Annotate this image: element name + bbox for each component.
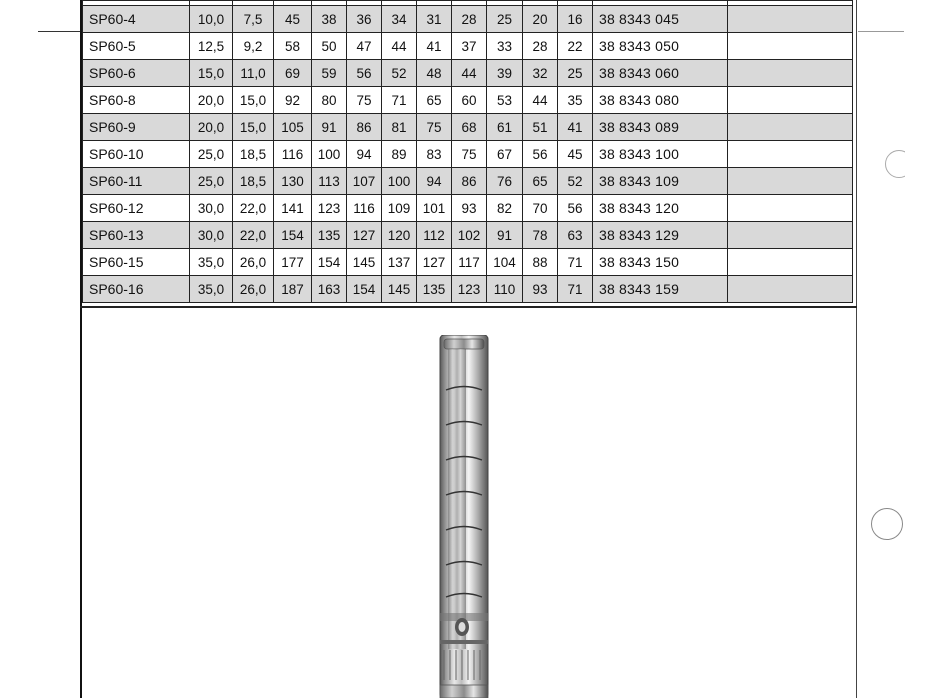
power-p2-cell: 26,0: [233, 249, 274, 276]
head-value-cell: 145: [347, 249, 382, 276]
power-p1-cell: 25,0: [190, 168, 233, 195]
head-value-cell: 163: [312, 276, 347, 303]
empty-cell: [728, 60, 853, 87]
model-cell: SP60-11: [83, 168, 190, 195]
head-value-cell: 56: [523, 141, 558, 168]
head-value-cell: 123: [312, 195, 347, 222]
head-value-cell: 71: [558, 276, 593, 303]
head-value-cell: 41: [558, 114, 593, 141]
power-p1-cell: 35,0: [190, 249, 233, 276]
head-value-cell: 31: [417, 6, 452, 33]
head-value-cell: 56: [347, 60, 382, 87]
head-value-cell: 92: [274, 87, 312, 114]
head-value-cell: 127: [347, 222, 382, 249]
head-value-cell: 82: [487, 195, 523, 222]
head-value-cell: 76: [487, 168, 523, 195]
head-value-cell: 48: [417, 60, 452, 87]
power-p1-cell: 10,0: [190, 6, 233, 33]
punch-hole-bottom: [871, 508, 903, 540]
product-number-cell: 38 8343 100: [593, 141, 728, 168]
empty-cell: [728, 276, 853, 303]
head-value-cell: 44: [382, 33, 417, 60]
table-row: [83, 87, 853, 114]
head-value-cell: 100: [312, 141, 347, 168]
head-value-cell: 113: [312, 168, 347, 195]
head-value-cell: 44: [523, 87, 558, 114]
table-row: [83, 222, 853, 249]
head-value-cell: 61: [487, 114, 523, 141]
empty-cell: [728, 114, 853, 141]
head-value-cell: 75: [417, 114, 452, 141]
head-value-cell: 25: [558, 60, 593, 87]
product-number-cell: 38 8343 120: [593, 195, 728, 222]
page-rule-left: [38, 31, 80, 32]
head-value-cell: 47: [347, 33, 382, 60]
power-p1-cell: 25,0: [190, 141, 233, 168]
head-value-cell: 45: [558, 141, 593, 168]
empty-cell: [728, 141, 853, 168]
head-value-cell: 94: [347, 141, 382, 168]
head-value-cell: 69: [274, 60, 312, 87]
head-value-cell: 60: [452, 87, 487, 114]
power-p2-cell: 18,5: [233, 141, 274, 168]
head-value-cell: 68: [452, 114, 487, 141]
model-cell: SP60-8: [83, 87, 190, 114]
head-value-cell: 34: [382, 6, 417, 33]
product-number-cell: 38 8343 045: [593, 6, 728, 33]
product-number-cell: 38 8343 060: [593, 60, 728, 87]
head-value-cell: 59: [312, 60, 347, 87]
model-cell: SP60-13: [83, 222, 190, 249]
power-p1-cell: 15,0: [190, 60, 233, 87]
head-value-cell: 67: [487, 141, 523, 168]
head-value-cell: 89: [382, 141, 417, 168]
head-value-cell: 154: [347, 276, 382, 303]
head-value-cell: 50: [312, 33, 347, 60]
head-value-cell: 65: [417, 87, 452, 114]
head-value-cell: 107: [347, 168, 382, 195]
table-row: [83, 249, 853, 276]
head-value-cell: 101: [417, 195, 452, 222]
head-value-cell: 22: [558, 33, 593, 60]
table-row: [83, 276, 853, 303]
head-value-cell: 91: [487, 222, 523, 249]
empty-cell: [728, 33, 853, 60]
head-value-cell: 39: [487, 60, 523, 87]
model-cell: SP60-6: [83, 60, 190, 87]
head-value-cell: 36: [347, 6, 382, 33]
power-p2-cell: 7,5: [233, 6, 274, 33]
power-p2-cell: 18,5: [233, 168, 274, 195]
submersible-pump-photo: [436, 335, 492, 698]
head-value-cell: 80: [312, 87, 347, 114]
head-value-cell: 28: [452, 6, 487, 33]
power-p1-cell: 12,5: [190, 33, 233, 60]
table-row: [83, 141, 853, 168]
power-p2-cell: 15,0: [233, 87, 274, 114]
power-p2-cell: 15,0: [233, 114, 274, 141]
head-value-cell: 58: [274, 33, 312, 60]
head-value-cell: 83: [417, 141, 452, 168]
product-number-cell: 38 8343 150: [593, 249, 728, 276]
spec-table-body: [83, 1, 853, 303]
model-cell: SP60-4: [83, 6, 190, 33]
head-value-cell: 70: [523, 195, 558, 222]
table-row: [83, 6, 853, 33]
page-edge: [905, 500, 930, 540]
head-value-cell: 75: [347, 87, 382, 114]
head-value-cell: 154: [312, 249, 347, 276]
head-value-cell: 116: [274, 141, 312, 168]
empty-cell: [728, 249, 853, 276]
power-p1-cell: 35,0: [190, 276, 233, 303]
head-value-cell: 78: [523, 222, 558, 249]
head-value-cell: 187: [274, 276, 312, 303]
head-value-cell: 93: [452, 195, 487, 222]
table-row: [83, 114, 853, 141]
model-cell: SP60-15: [83, 249, 190, 276]
table-row: [83, 33, 853, 60]
product-number-cell: 38 8343 129: [593, 222, 728, 249]
page-rule-right: [858, 31, 904, 32]
head-value-cell: 145: [382, 276, 417, 303]
model-cell: SP60-5: [83, 33, 190, 60]
head-value-cell: 51: [523, 114, 558, 141]
head-value-cell: 116: [347, 195, 382, 222]
head-value-cell: 52: [382, 60, 417, 87]
head-value-cell: 110: [487, 276, 523, 303]
head-value-cell: 53: [487, 87, 523, 114]
head-value-cell: 91: [312, 114, 347, 141]
head-value-cell: 117: [452, 249, 487, 276]
head-value-cell: 141: [274, 195, 312, 222]
product-number-cell: 38 8343 109: [593, 168, 728, 195]
head-value-cell: 25: [487, 6, 523, 33]
head-value-cell: 177: [274, 249, 312, 276]
model-cell: SP60-9: [83, 114, 190, 141]
model-cell: SP60-16: [83, 276, 190, 303]
table-row: [83, 195, 853, 222]
power-p2-cell: 22,0: [233, 195, 274, 222]
head-value-cell: 52: [558, 168, 593, 195]
head-value-cell: 127: [417, 249, 452, 276]
product-number-cell: 38 8343 159: [593, 276, 728, 303]
head-value-cell: 105: [274, 114, 312, 141]
power-p2-cell: 26,0: [233, 276, 274, 303]
head-value-cell: 63: [558, 222, 593, 249]
power-p2-cell: 11,0: [233, 60, 274, 87]
head-value-cell: 37: [452, 33, 487, 60]
head-value-cell: 104: [487, 249, 523, 276]
head-value-cell: 33: [487, 33, 523, 60]
head-value-cell: 93: [523, 276, 558, 303]
head-value-cell: 81: [382, 114, 417, 141]
head-value-cell: 109: [382, 195, 417, 222]
pump-spec-table: [82, 0, 853, 303]
power-p2-cell: 22,0: [233, 222, 274, 249]
table-row: [83, 168, 853, 195]
head-value-cell: 32: [523, 60, 558, 87]
head-value-cell: 135: [417, 276, 452, 303]
head-value-cell: 112: [417, 222, 452, 249]
head-value-cell: 44: [452, 60, 487, 87]
head-value-cell: 135: [312, 222, 347, 249]
power-p1-cell: 20,0: [190, 114, 233, 141]
head-value-cell: 86: [452, 168, 487, 195]
head-value-cell: 16: [558, 6, 593, 33]
table-bottom-rule: [80, 306, 857, 308]
power-p1-cell: 30,0: [190, 222, 233, 249]
head-value-cell: 154: [274, 222, 312, 249]
model-cell: SP60-10: [83, 141, 190, 168]
empty-cell: [728, 87, 853, 114]
head-value-cell: 45: [274, 6, 312, 33]
head-value-cell: 137: [382, 249, 417, 276]
product-number-cell: 38 8343 050: [593, 33, 728, 60]
head-value-cell: 100: [382, 168, 417, 195]
head-value-cell: 65: [523, 168, 558, 195]
head-value-cell: 28: [523, 33, 558, 60]
head-value-cell: 94: [417, 168, 452, 195]
power-p1-cell: 20,0: [190, 87, 233, 114]
empty-cell: [728, 195, 853, 222]
product-number-cell: 38 8343 080: [593, 87, 728, 114]
head-value-cell: 71: [382, 87, 417, 114]
product-number-cell: 38 8343 089: [593, 114, 728, 141]
head-value-cell: 123: [452, 276, 487, 303]
head-value-cell: 102: [452, 222, 487, 249]
page-edge: [905, 140, 930, 180]
model-cell: SP60-12: [83, 195, 190, 222]
power-p2-cell: 9,2: [233, 33, 274, 60]
head-value-cell: 130: [274, 168, 312, 195]
head-value-cell: 71: [558, 249, 593, 276]
head-value-cell: 86: [347, 114, 382, 141]
head-value-cell: 38: [312, 6, 347, 33]
head-value-cell: 20: [523, 6, 558, 33]
table-row: [83, 60, 853, 87]
head-value-cell: 75: [452, 141, 487, 168]
empty-cell: [728, 222, 853, 249]
head-value-cell: 120: [382, 222, 417, 249]
head-value-cell: 35: [558, 87, 593, 114]
head-value-cell: 41: [417, 33, 452, 60]
head-value-cell: 88: [523, 249, 558, 276]
head-value-cell: 56: [558, 195, 593, 222]
power-p1-cell: 30,0: [190, 195, 233, 222]
empty-cell: [728, 168, 853, 195]
empty-cell: [728, 6, 853, 33]
